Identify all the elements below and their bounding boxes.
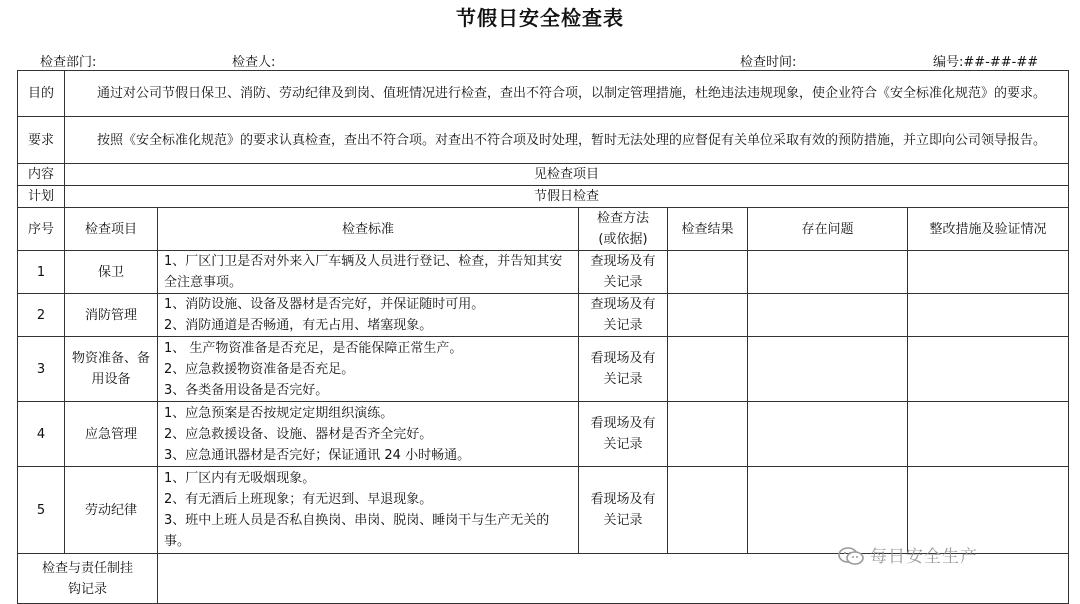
standard-line: 2、应急救援物资准备是否充足。 bbox=[164, 361, 355, 377]
row-result-input[interactable] bbox=[668, 402, 748, 467]
row-number: 2 bbox=[18, 294, 65, 337]
requirement-label: 要求 bbox=[18, 117, 65, 164]
row-result-input[interactable] bbox=[668, 294, 748, 337]
header-standard: 检查标准 bbox=[158, 208, 579, 251]
standard-line: 2、应急救援设备、设施、器材是否齐全完好。 bbox=[164, 426, 433, 442]
row-item: 物资准备、备用设备 bbox=[65, 337, 158, 402]
plan-label: 计划 bbox=[18, 186, 65, 208]
inspection-time-label: 检查时间: bbox=[740, 55, 797, 70]
row-issues-input[interactable] bbox=[748, 251, 908, 294]
row-standards bbox=[158, 337, 579, 402]
row-number: 1 bbox=[18, 251, 65, 294]
watermark-text: 每日安全生产 bbox=[870, 547, 978, 567]
row-method: 查现场及有关记录 bbox=[579, 294, 668, 337]
requirement-row bbox=[18, 117, 1069, 164]
header-issues: 存在问题 bbox=[748, 208, 908, 251]
row-rectify-input[interactable] bbox=[908, 402, 1069, 467]
content-label: 内容 bbox=[18, 164, 65, 186]
row-method: 查现场及有关记录 bbox=[579, 251, 668, 294]
inspector-label: 检查人: bbox=[232, 55, 276, 70]
requirement-text: 按照《安全标准化规范》的要求认真检查，查出不符合项。对查出不符合项及时处理，暂时无法处理的应督促有关单位采取有效的预防措施，并立即向公司领导报告。 bbox=[65, 117, 1069, 164]
standard-line: 3、各类备用设备是否完好。 bbox=[164, 382, 329, 398]
header-method-line1: 检查方法 bbox=[596, 211, 649, 226]
row-number: 3 bbox=[18, 337, 65, 402]
standard-line: 3、应急通讯器材是否完好；保证通讯 24 小时畅通。 bbox=[164, 447, 471, 463]
header-method bbox=[579, 208, 668, 251]
content-row bbox=[18, 164, 1069, 186]
content-value: 见检查项目 bbox=[65, 164, 1069, 186]
standard-line: 1、厂区门卫是否对外来入厂车辆及人员进行登记、检查，并告知其安全注意事项。 bbox=[164, 254, 563, 290]
row-number: 4 bbox=[18, 402, 65, 467]
row-item: 保卫 bbox=[65, 251, 158, 294]
row-item: 应急管理 bbox=[65, 402, 158, 467]
plan-row bbox=[18, 186, 1069, 208]
table-row bbox=[18, 294, 1069, 337]
page-title: 节假日安全检查表 bbox=[456, 6, 624, 30]
row-result-input[interactable] bbox=[668, 467, 748, 554]
row-method: 看现场及有关记录 bbox=[579, 337, 668, 402]
row-issues-input[interactable] bbox=[748, 337, 908, 402]
row-method: 看现场及有关记录 bbox=[579, 467, 668, 554]
row-result-input[interactable] bbox=[668, 337, 748, 402]
row-rectify-input[interactable] bbox=[908, 251, 1069, 294]
row-issues-input[interactable] bbox=[748, 294, 908, 337]
row-standards bbox=[158, 294, 579, 337]
standard-line: 1、 生产物资准备是否充足，是否能保障正常生产。 bbox=[164, 340, 463, 356]
standard-line: 1、消防设施、设备及器材是否完好，并保证随时可用。 bbox=[164, 297, 485, 312]
row-rectify-input[interactable] bbox=[908, 337, 1069, 402]
standard-line: 3、班中上班人员是否私自换岗、串岗、脱岗、睡岗干与生产无关的事。 bbox=[164, 513, 550, 549]
row-standards bbox=[158, 402, 579, 467]
header-method-line2: (或依据) bbox=[598, 232, 648, 247]
row-issues-input[interactable] bbox=[748, 402, 908, 467]
row-item: 消防管理 bbox=[65, 294, 158, 337]
header-row bbox=[18, 208, 1069, 251]
table-row bbox=[18, 402, 1069, 467]
purpose-row bbox=[18, 71, 1069, 117]
standard-line: 1、厂区内有无吸烟现象。 bbox=[164, 471, 316, 486]
footer-label: 检查与责任制挂钩记录 bbox=[18, 554, 158, 604]
department-label: 检查部门: bbox=[40, 55, 97, 70]
table-row bbox=[18, 337, 1069, 402]
form-number: 编号:##-##-## bbox=[933, 55, 1039, 70]
header-rectify: 整改措施及验证情况 bbox=[908, 208, 1069, 251]
row-issues-input[interactable] bbox=[748, 467, 908, 554]
row-rectify-input[interactable] bbox=[908, 467, 1069, 554]
header-result: 检查结果 bbox=[668, 208, 748, 251]
standard-line: 2、有无酒后上班现象；有无迟到、早退现象。 bbox=[164, 492, 433, 507]
row-standards bbox=[158, 467, 579, 554]
row-result-input[interactable] bbox=[668, 251, 748, 294]
purpose-text: 通过对公司节假日保卫、消防、劳动纪律及到岗、值班情况进行检查，查出不符合项，以制定管理措施，杜绝违法违规现象，使企业符合《安全标准化规范》的要求。 bbox=[65, 71, 1069, 117]
header-no: 序号 bbox=[18, 208, 65, 251]
purpose-label: 目的 bbox=[18, 71, 65, 117]
row-method: 看现场及有关记录 bbox=[579, 402, 668, 467]
standard-line: 1、应急预案是否按规定定期组织演练。 bbox=[164, 405, 394, 421]
standard-line: 2、消防通道是否畅通，有无占用、堵塞现象。 bbox=[164, 318, 433, 333]
wechat-icon bbox=[838, 547, 864, 565]
table-row bbox=[18, 251, 1069, 294]
row-standards bbox=[158, 251, 579, 294]
table-row bbox=[18, 467, 1069, 554]
row-rectify-input[interactable] bbox=[908, 294, 1069, 337]
row-number: 5 bbox=[18, 467, 65, 554]
plan-value: 节假日检查 bbox=[65, 186, 1069, 208]
row-item: 劳动纪律 bbox=[65, 467, 158, 554]
inspection-table bbox=[17, 70, 1069, 604]
header-item: 检查项目 bbox=[65, 208, 158, 251]
watermark bbox=[838, 542, 978, 567]
